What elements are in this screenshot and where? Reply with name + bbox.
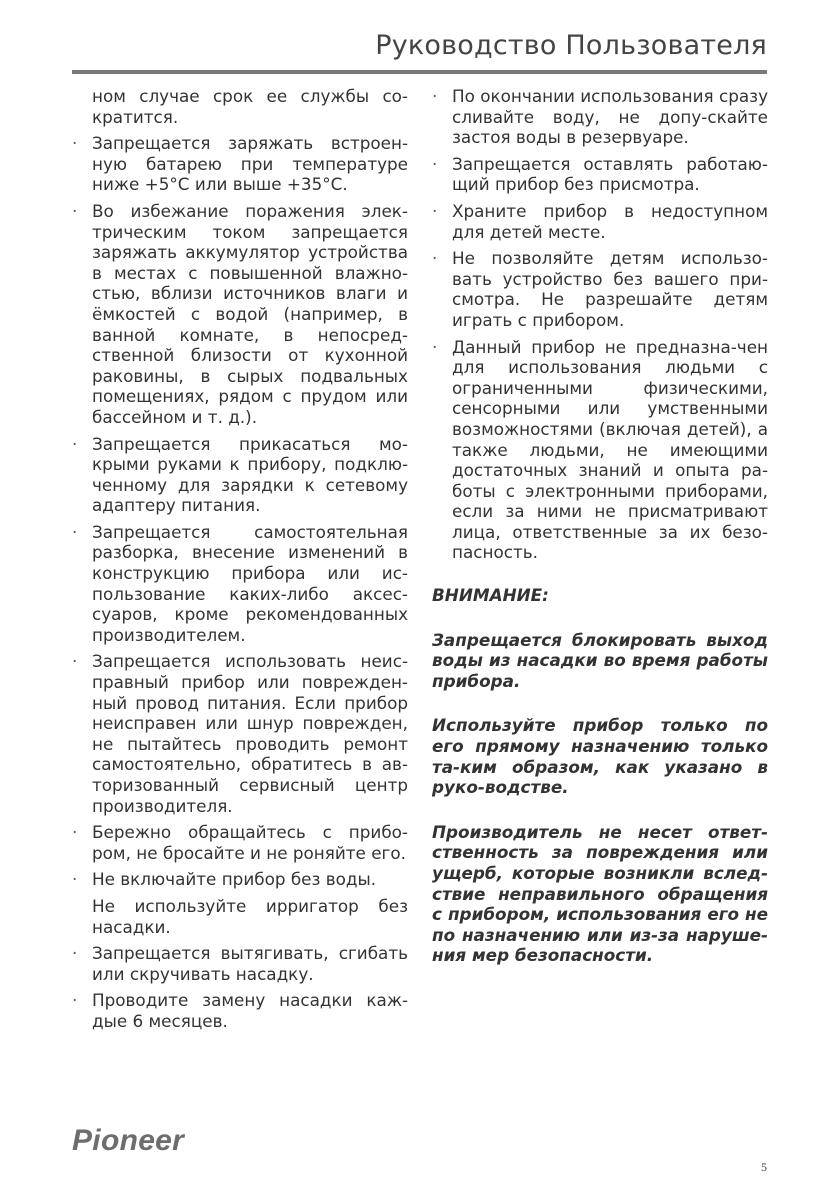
header-divider	[72, 70, 767, 74]
list-item: · По окончании использования сразу сливайте воду, не допу-скайте застоя воды в резервуаре.	[432, 86, 768, 148]
list-item: ном случае срок ее службы со-кратится.	[92, 86, 408, 127]
list-item: · Запрещается самостоятельная разборка, внесение изменений в конструкцию прибора или ис-пользование каких-либо аксес-суаров, кроме рекомендованных производителем.	[72, 522, 408, 646]
list-item: · Запрещается использовать неис-правный прибор или поврежден-ный провод питания. Если прибор неисправен или шнур поврежден, не пытайтесь проводить ремонт самостоятельно, обратитесь в ав-торизованный сервисный центр производителя.	[72, 651, 408, 816]
list-item: · Не позволяйте детям использо-вать устройство без вашего при-смотра. Не разрешайте детям играть с прибором.	[432, 248, 768, 330]
page-number: 5	[761, 1160, 767, 1174]
list-item: · Запрещается оставлять работаю-щий прибор без присмотра.	[432, 154, 768, 195]
list-item: Не используйте ирригатор без насадки.	[92, 895, 408, 937]
list-item: · Храните прибор в недоступном для детей месте.	[432, 201, 768, 242]
warning-heading: ВНИМАНИЕ:	[432, 585, 549, 606]
list-item: · Запрещается заряжать встроен-ную батарею при температуре ниже +5°С или выше +35°С.	[72, 133, 408, 195]
list-item: · Не включайте прибор без воды.	[72, 869, 408, 890]
list-item: · Данный прибор не предназна-чен для использования людьми с ограниченными физическими, сенсорными или умственными возможностями (включая детей), а также людьми, не имеющими достаточных знаний и опыта ра-боты с электронными приборами, если за ними не присматривают лица, ответственные за их безо-пасность.	[432, 337, 768, 564]
warning-paragraph: Используйте прибор только по его прямому назначению только та-ким образом, как указано в руко-водстве.	[432, 715, 768, 798]
list-item: · Запрещается вытягивать, сгибать или скручивать насадку.	[72, 943, 408, 984]
left-column	[72, 86, 408, 1038]
warning-paragraph: Запрещается блокировать выход воды из насадки во время работы прибора.	[432, 629, 768, 691]
list-item: · Во избежание поражения элек-трическим током запрещается заряжать аккумулятор устройства в местах с повышенной влажно-стью, вблизи источников влаги и ёмкостей с водой (например, в ванной комнате, в непосред-ственной близости от кухонной раковины, в сырых подвальных помещениях, рядом с прудом или бассейном и т. д.).	[72, 201, 408, 428]
list-item: · Запрещается прикасаться мо-крыми руками к прибору, подклю-ченному для зарядки к сетевому адаптеру питания.	[72, 434, 408, 516]
right-column	[432, 86, 768, 966]
list-item: · Бережно обращайтесь с прибо-ром, не бросайте и не роняйте его.	[72, 822, 408, 863]
warning-paragraph: Производитель не несет ответ-ственность за повреждения или ущерб, которые возникли вслед-ствие неправильного обращения с прибором, использования его не по назначению или из-за наруше-ния мер безопасности.	[432, 821, 768, 966]
list-item: · Проводите замену насадки каж-дые 6 месяцев.	[72, 990, 408, 1031]
page-header-title: Руководство Пользователя	[375, 30, 767, 61]
brand-logo: Pioneer	[72, 1124, 185, 1157]
